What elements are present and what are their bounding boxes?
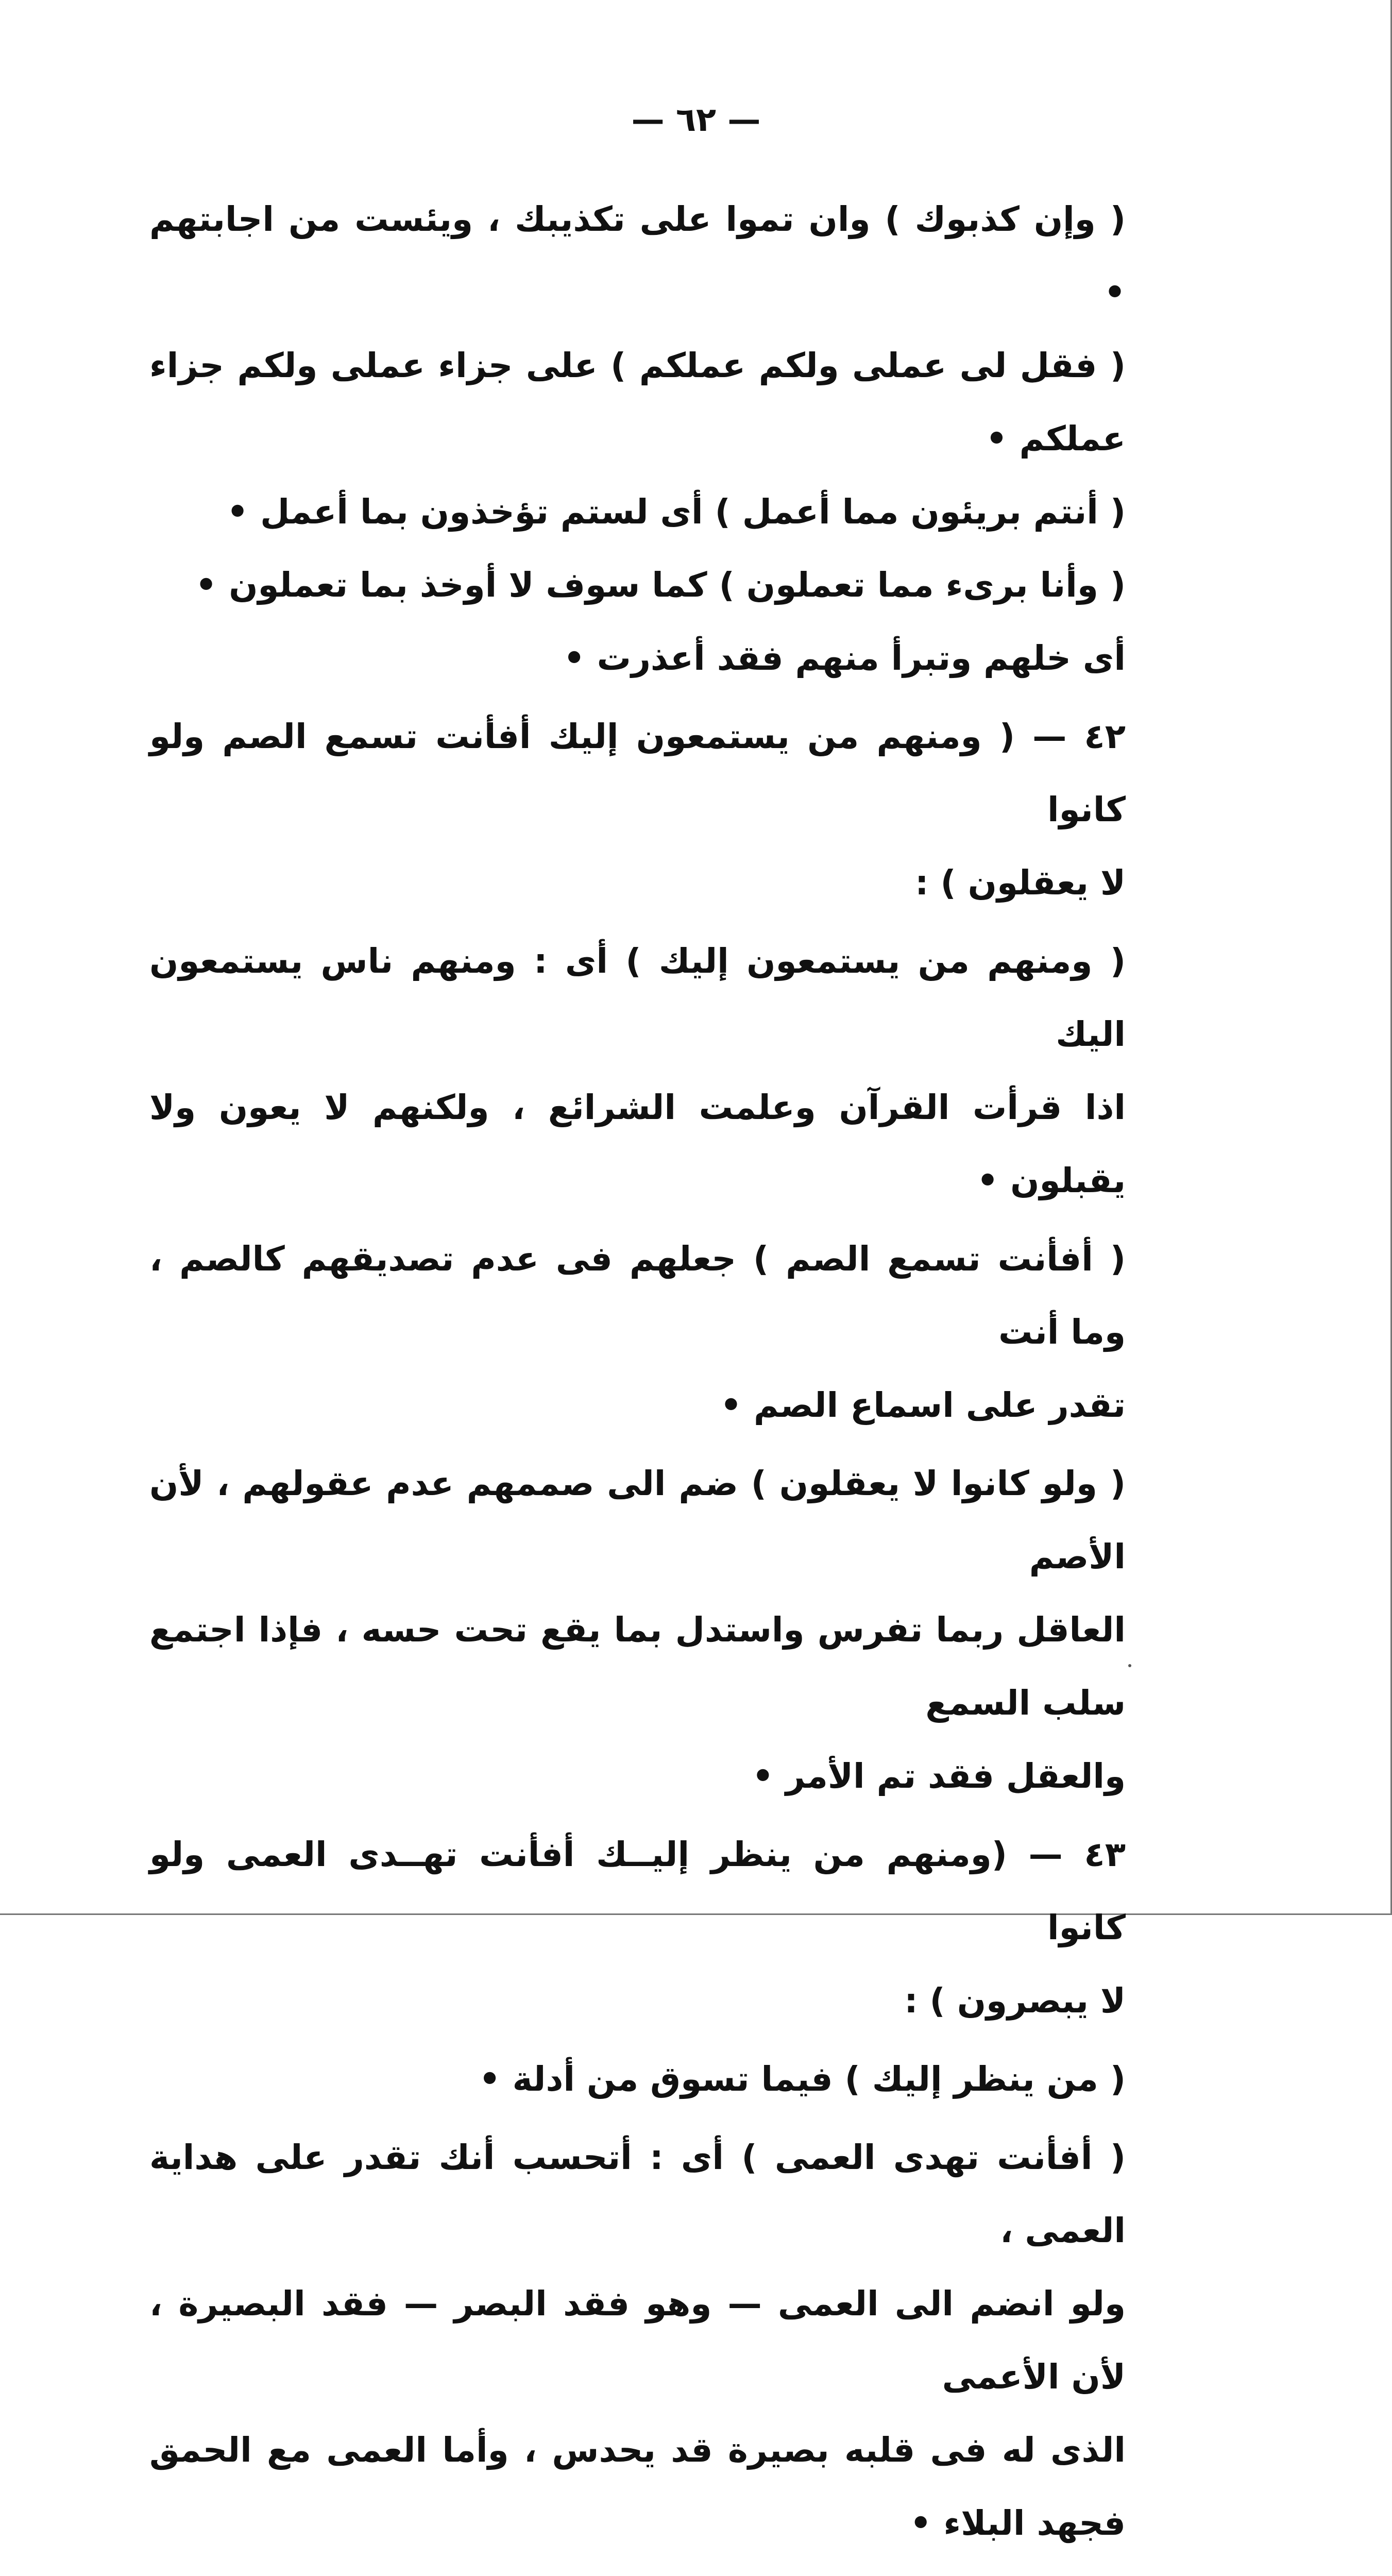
commentary-43b-line-1: ( أفأنت تهدى العمى ) أى : أتحسب أنك تقدر على هداية العمى ،	[149, 2138, 1126, 2250]
page-body	[149, 183, 1126, 2576]
commentary-42c-line-1: ( ولو كانوا لا يعقلون ) ضم الى صممهم عدم عقولهم ، لأن الأصم	[149, 1464, 1126, 1577]
text-line: ( وإن كذبوك ) وان تموا على تكذيبك ، ويئست من اجابتهم •	[149, 199, 1126, 312]
verse-44-line-1	[149, 2565, 1126, 2576]
text-line: ( وأنا برىء مما تعملون ) كما سوف لا أوخذ بما تعملون •	[195, 565, 1126, 605]
scan-speck	[1128, 1664, 1131, 1667]
commentary-42c-line-3: والعقل فقد تم الأمر •	[752, 1756, 1126, 1796]
commentary-42a-line-2: اذا قرأت القرآن وعلمت الشرائع ، ولكنهم لا يعون ولا يقبلون •	[149, 1088, 1126, 1200]
commentary-42b-line-2: تقدر على اسماع الصم •	[720, 1385, 1126, 1425]
commentary-43b-line-2: ولو انضم الى العمى — وهو فقد البصر — فقد البصيرة ، لأن الأعمى	[149, 2284, 1126, 2397]
text-line: أى خلهم وتبرأ منهم فقد أعذرت •	[563, 638, 1126, 678]
text-line: ( أنتم بريئون مما أعمل ) أى لستم تؤخذون بما أعمل •	[226, 492, 1126, 532]
commentary-42c-line-2: العاقل ربما تفرس واستدل بما يقع تحت حسه ، فإذا اجتمع سلب السمع	[149, 1610, 1126, 1723]
verse-43-line-2: لا يبصرون ) :	[904, 1981, 1126, 2021]
commentary-43a-line-1: ( من ينظر إليك ) فيما تسوق من أدلة •	[479, 2059, 1126, 2099]
page-number: — ٦٢ —	[631, 101, 761, 139]
commentary-42a-line-1: ( ومنهم من يستمعون إليك ) أى : ومنهم ناس يستمعون اليك	[149, 941, 1126, 1054]
verse-42-line-2: لا يعقلون ) :	[915, 863, 1126, 903]
verse-43-line-1: ٤٣ — (ومنهم من ينظر إليــك أفأنت تهــدى العمى ولو كانوا	[149, 1835, 1126, 1947]
commentary-42b-line-1: ( أفأنت تسمع الصم ) جعلهم فى عدم تصديقهم كالصم ، وما أنت	[149, 1239, 1126, 1352]
text-line: ( فقل لى عملى ولكم عملكم ) على جزاء عملى ولكم جزاء عملكم •	[149, 346, 1126, 459]
commentary-43b-line-3: الذى له فى قلبه بصيرة قد يحدس ، وأما العمى مع الحمق فجهد البلاء •	[149, 2430, 1126, 2543]
verse-42-line-1: ٤٢ — ( ومنهم من يستمعون إليك أفأنت تسمع الصم ولو كانوا	[149, 717, 1126, 829]
